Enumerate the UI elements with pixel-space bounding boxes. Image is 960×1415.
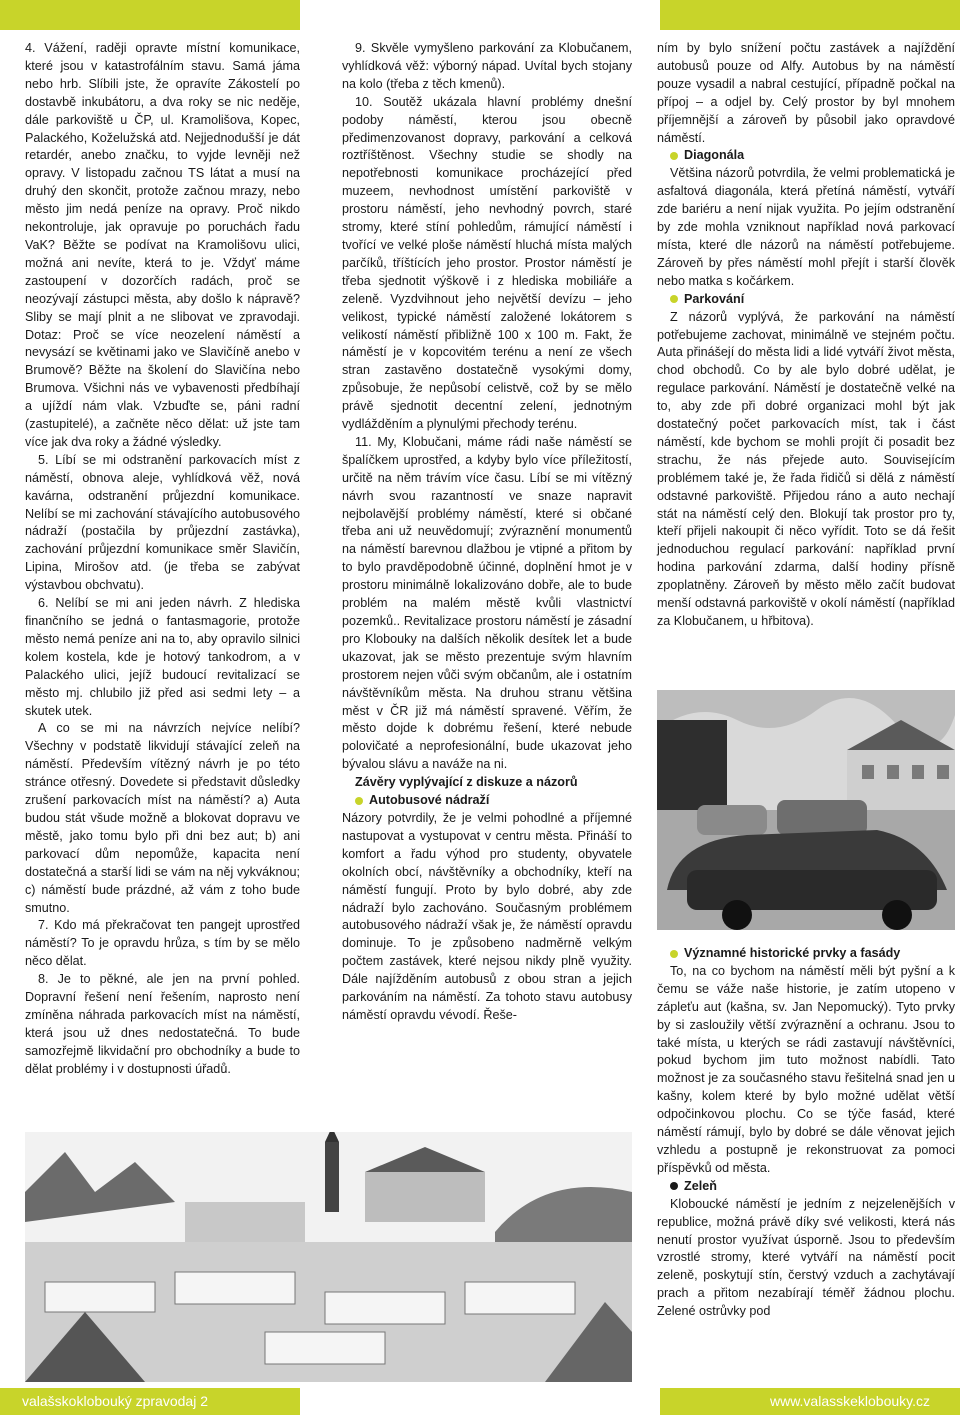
column-2 (342, 40, 632, 1025)
column-3 (657, 40, 955, 631)
paragraph: Většina názorů potvrdila, že velmi problematická je asfaltová diagonála, která přetíná náměstí, vytváří zde bariéru a není nijak využita. Po jejím odstranění by zde mohla vzniknout například nová parkovací místa, které dle názorů na náměstí potřebujeme. Zároveň by přes náměstí mohl přejít i starší člověk nebo matka s kočárkem. (657, 166, 955, 288)
bullet-icon (670, 295, 678, 303)
paragraph: 5. Líbí se mi odstranění parkovacích míst z náměstí, obnova aleje, vyhlídková věž, nová kavárna, odstranění průjezdní komunikace. Nelíbí se mi zachování stávajícího autobusového nádraží (postačila by průjezdní zastávka), zachování průjezdní komunikace směr Slavičín, Lipina, Mirošov atd. (je třeba se zabývat výstavbou obchvatu). (25, 452, 300, 593)
paragraph: 9. Skvěle vymyšleno parkování za Klobučanem, vyhlídková věž: výborný nápad. Uvítal bych stojany na kolo (třeba z těch kmenů). (342, 41, 632, 91)
column-1 (25, 40, 300, 1079)
bullet-icon (355, 797, 363, 805)
bullet-label: Parkování (684, 291, 745, 306)
paragraph: Názory potvrdily, že je velmi pohodlné a příjemné nastupovat a vystupovat v centru města. Přináší to komfort a řadu výhod pro studenty, obyvatele okolních obcí, návštěvníky a obchodníky, kteří na náměstí fungují. Proto by bylo dobré, aby zde nádraží bylo zachováno. Současným problémem autobusového nádraží však je, že náměstí opravdu dominuje. To je způsobeno nadměrně velkým počtem zastávek, které nejsou nikdy plně využity. Dále najížděním autobusů z obou stran a jejich parkováním na náměstí. Za tohoto stavu autobusy náměstí opravdu vévodí. Řeše- (342, 810, 632, 1022)
bullet-label: Diagonála (684, 148, 745, 163)
photo-parked-cars (657, 690, 955, 930)
header-accent-left (0, 0, 300, 30)
photo-parked-cars-drawing (657, 690, 955, 930)
bullet-icon (670, 950, 678, 958)
bullet-heading (657, 1178, 955, 1196)
paragraph: 8. Je to pěkné, ale jen na první pohled. Dopravní řešení není řešením, naprosto není zmíněna náhrada parkovacích míst na náměstí, která jsou už dnes nedostatečná. To bude samozřejmě likvidační pro obchodníky a bude to dělat problémy i v dostupnosti úřadů. (25, 972, 300, 1076)
header-accent-right (660, 0, 960, 30)
footer-publication-title: valašskoklobouký zpravodaj 2 (0, 1388, 300, 1415)
bullet-label: Zeleň (684, 1178, 717, 1193)
paragraph: 10. Soutěž ukázala hlavní problémy dnešní podoby náměstí, kterou jsou obecně předimenzovanost dopravy, parkování a celková roztříštěnost. Všechny studie se shodly na nepotřebnosti komunikace procházející před muzeem, nevhodnost umístění parkoviště v prostoru náměstí, jeho nevhodný povrch, staré stromy, které stíní pohledům, rámující náměstí i tvořící ve velké ploše náměstí hluchá místa malých parčíků, tříštících jeho prostor. Prostor náměstí je třeba sjednotit výškově i z hlediska mobiliáře a zeleně. Vyzdvihnout jeho největší devízu – jeho velikost, typické náměstí založené lokátorem s velikostí náměstí přibližně 100 x 100 m. Fakt, že náměstí je v kopcovitém terénu a není ze všech stran zastavěno dostatečně vysokými domy, způsobuje, že nepůsobí celistvě, což by se mělo právě sjednotit decentní zelení, jednotným vydlážděním a plynulými přechody terénu. (342, 94, 632, 432)
paragraph: ním by bylo snížení počtu zastávek a najíždění autobusů pouze od Alfy. Autobus by na náměstí pouze vysadil a nabral cestující, případně počkal na přípoj – a odjel by. Celý prostor by byl mnohem příjemnější a zároveň by působil jako opravdové náměstí. (657, 41, 955, 145)
bullet-icon (670, 152, 678, 160)
bullet-label: Významné historické prvky a fasády (684, 946, 901, 960)
footer-website[interactable]: www.valasskeklobouky.cz (660, 1388, 960, 1415)
column-3-lower (657, 945, 955, 1321)
section-heading: Závěry vyplývající z diskuze a názorů (355, 775, 578, 790)
photo-town-square-buses (25, 1132, 632, 1382)
bullet-heading (657, 291, 955, 309)
bullet-heading (657, 147, 955, 165)
bullet-label: Autobusové nádraží (369, 793, 490, 808)
bullet-icon (670, 1182, 678, 1190)
paragraph: 11. My, Klobučani, máme rádi naše náměstí se špalíčkem uprostřed, a kdyby bylo více příležitostí, určitě na něm trávím více času. Líbí se mi vítězný návrh svou razantností ve snaze napravit nejbolavější problémy náměstí, které si občané třeba ani už neuvědomují; zvýraznění monumentů na náměstí barevnou dlažbou je vtipné a přitom by to bylo pravděpodobně účinné, doplnění hmot je v prostoru minimálně lokalizováno dobře, ale to bude problém na malém městě kvůli vlastnictví pozemků.. Revitalizace prostoru náměstí je zásadní pro Klobouky na dalších několik desítek let a bude ukazovat, jak se město prezentuje svým hlavním prostorem nejen vůči svým občanům, ale i ostatním návštěvníkům města. Na druhou stranu většina měst v ČR již má náměstí spravené. Věřím, že město dojde k dobrému řešení, které nebude polovičaté a neprofesionální, bude ukazovat jeho bývalou slávu a naváže na ni. (342, 434, 632, 772)
paragraph: To, na co bychom na náměstí měli být pyšní a k čemu se váže naše historie, je zatím utopeno v zápleťu aut (kašna, sv. Jan Nepomucký). Tyto prvky by si zasloužily větší zvýraznění a ochranu. Jsou to také místa, u kterých se rádi zastavují návštěvníci, pokud bychom jim tuto možnost nabídli. Tato možnost je za současného stavu řešitelná snad jen u kašny, kolem které by bylo možné udělat větší odpočinkovou plochu. Co se týče fasád, které náměstí rámují, bylo by dobré se dále věnovat jejich vzhledu a postupně je rekonstruovat za pomoci příspěvků od města. (657, 963, 955, 1175)
photo-town-square-drawing (25, 1132, 632, 1382)
bullet-heading (657, 945, 955, 963)
paragraph: 7. Kdo má překračovat ten pangejt uprostřed náměstí? To je opravdu hrůza, s tím by se mělo něco dělat. (25, 918, 300, 969)
paragraph: A co se mi na návrzích nejvíce nelíbí? Všechny v podstatě likvidují stávající zeleň na náměstí. Především vítězný návrh je po této stránce otřesný. Dovedete si představit důsledky zrušení parkovacích míst na náměstí? a) Auta budou stát všude možně a blokovat dopravu ve městě, jako tomu bylo při dni bez aut; b) ani parkovací dům nepomůže, kapacita není dostatečná a starší lidi se vám na něj vykváknou; c) náměstí bude prázdné, až vám z toho bude smutno. (25, 721, 300, 915)
paragraph: Kloboucké náměstí je jedním z nejzelenějších v republice, možná právě díky své velikosti, která nás nenutí prostor využívat úsporně. Jsou to především vzrostlé stromy, které vytváří na náměstí pocit zeleně, poskytují stín, čerstvý vzduch a zachytávají prach a přitom nezabírají téměř žádnou plochu. Zelené ostrůvky pod (657, 1196, 955, 1319)
paragraph: 4. Vážení, raději opravte místní komunikace, které jsou v katastrofálním stavu. Samá jáma nebo hrb. Slíbili jste, že opravíte Zákostelí po dostavbě inkubátoru, a dva roky se nic neděje, dále parkoviště u ČP, ul. Kramolišova, Kopec, Palackého, Koželužská atd. Nejjednodušší je dát retardér, anebo značku, to vyjde levněji než opravy. V listopadu začnou TS látat a musí na druhý den skončit, protože začnou mrazy, nebo město jim nedá peníze na opravy. Proč nikdo nekontroluje, jak opravuje po poruchách řadu VaK? Běžte se podívat na Kramolišovu ulici, možná ani nevíte, která to je. Vždyť máme zastoupení v dozorčích radách, proč se neozývají zástupci města, aby došlo k nápravě? Sliby se mají plnit a ne slibovat ve zpravodaji. Dotaz: Proč se více neozelení náměstí a nevysází se květinami jako ve Slavičíně anebo v Brumově? Běžte na školení do Slavičína nebo Brumova. Všichni nás ve vybavenosti předbíhají a ujíždí nám vlak. Vzbuďte se, páni radní (zastupitelé), a začněte něco dělat: už jste tam více jak dva roky a žádné výsledky. (25, 41, 300, 449)
paragraph: Z názorů vyplývá, že parkování na náměstí potřebujeme zachovat, minimálně ve stejném počtu. Auta přinášejí do města lidi a lidé vytváří život města, chod obchodů. Co by ale bylo dobré udělat, je regulace parkování. Náměstí je dostatečně velké na to, aby zde při dobré organizaci mohl být jak dostatečný počet parkovacích míst, tak i část náměstí, kde bychom se mohli projít či posadit bez strachu, že nás přejede auto. Souvisejícím problémem také je, že řada řidičů si dělá z náměstí odstavné parkoviště. Přijedou ráno a auto nechají stát na náměstí celý den. Blokují tak prostor pro ty, kteří přijeli nakoupit či něco vyřídit. Toto se dá řešit jednoduchou regulací parkování: například první hodina parkování zdarma, další hodiny přísně zpoplatněny. Zároveň by město mělo začít budovat menší odstavná parkoviště v okolí náměstí (například za Klobučanem, u hřbitova). (657, 309, 955, 628)
bullet-heading (342, 792, 632, 810)
paragraph: 6. Nelíbí se mi ani jeden návrh. Z hlediska finančního se jedná o fantasmagorie, protože město nemá peníze ani na to, aby opravilo silnici kolem kostela, kde je hotový tankodrom, a v Palackého ulici, jejíž budoucí revitalizací se město mj. chlubilo již před asi sedmi lety – a skutek utek. (25, 596, 300, 718)
